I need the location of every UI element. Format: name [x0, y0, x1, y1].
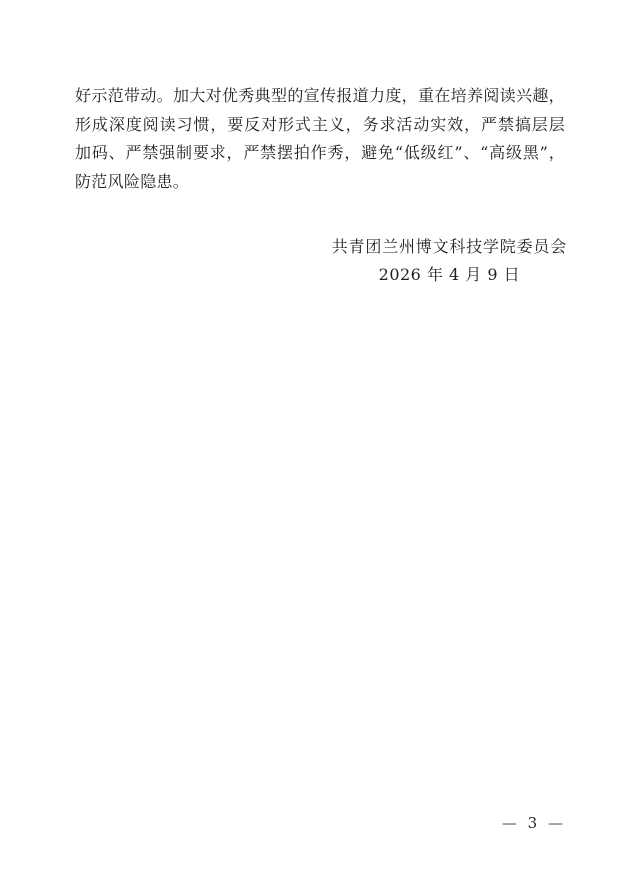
- signature-block: [332, 233, 567, 289]
- body-paragraph: [75, 82, 565, 197]
- signature-date: 2026 年 4 月 9 日: [378, 265, 521, 284]
- paragraph-line-1: 好示范带动。加大对优秀典型的宣传报道力度，重在培养阅读兴趣，: [75, 86, 565, 105]
- paragraph-line-4: 防范风险隐患。: [75, 172, 190, 192]
- page-number-value: 3: [527, 814, 538, 832]
- page-number: [502, 813, 563, 833]
- paragraph-line-3: 加码、严禁强制要求，严禁摆拍作秀，避免“低级红”、“高级黑”，: [75, 143, 565, 163]
- paragraph-line-2: 形成深度阅读习惯，要反对形式主义，务求活动实效，严禁搞层层: [75, 114, 565, 134]
- page-number-dash-right: —: [548, 814, 563, 832]
- page-number-dash-left: —: [501, 814, 517, 832]
- signature-organization: 共青团兰州博文科技学院委员会: [331, 237, 567, 256]
